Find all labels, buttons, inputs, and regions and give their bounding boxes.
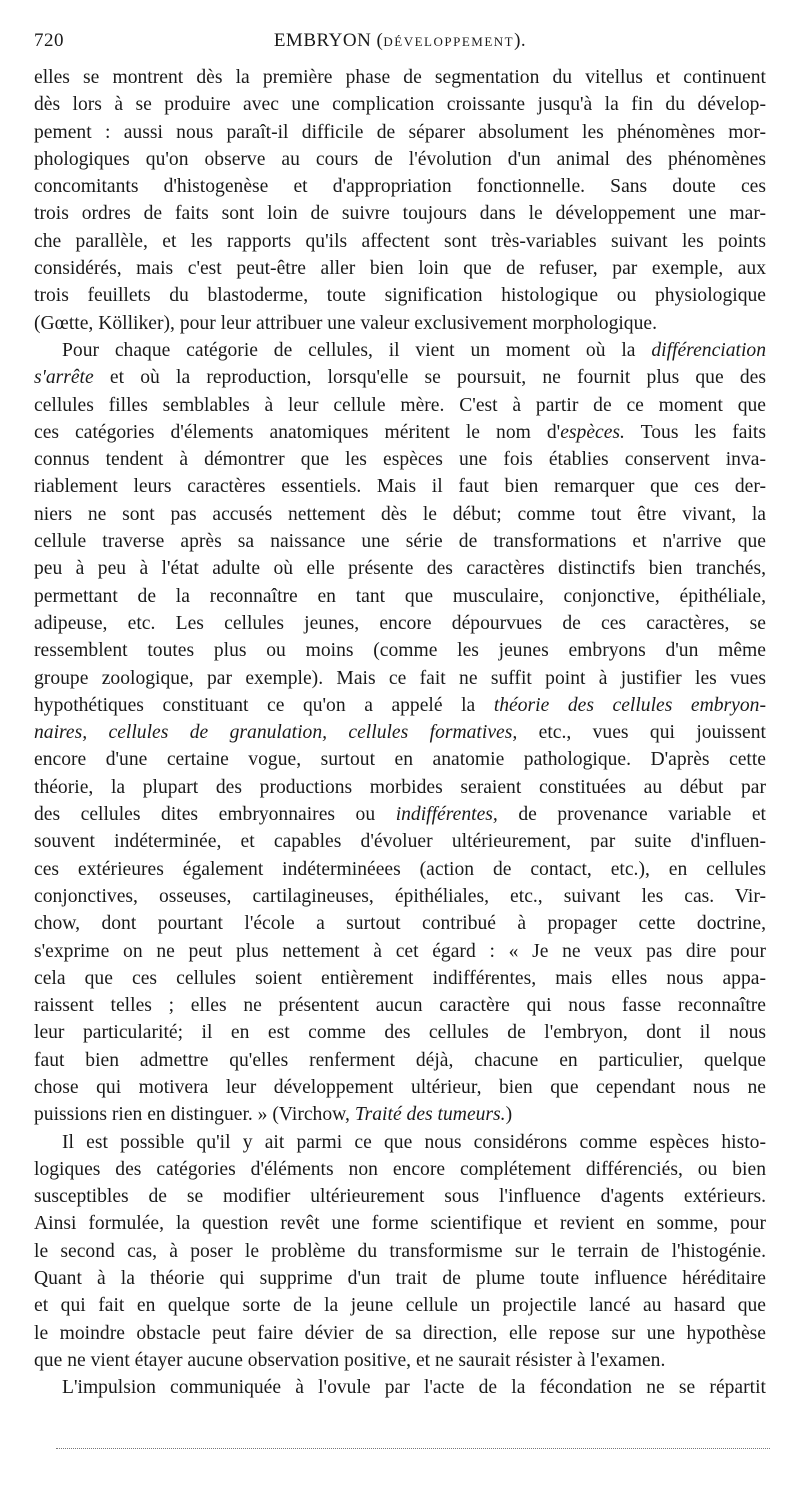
italic-text: Traité des tumeurs. (354, 1104, 506, 1126)
text-line (34, 282, 766, 309)
text-line (34, 965, 766, 992)
text-segment: connus tendent à démontrer que les espèces une fois établies conservent inva- (34, 449, 766, 471)
text-line (34, 364, 766, 391)
text-segment: ressemblent toutes plus ou moins (comme les jeunes embryons d'un même (34, 640, 766, 662)
text-segment: souvent indéterminée, et capables d'évoluer ultérieurement, par suite d'influen- (34, 831, 766, 853)
text-segment: chow, dont pourtant l'école a surtout contribué à propager cette doctrine, (34, 913, 766, 935)
text-line (34, 665, 766, 692)
paragraph (34, 64, 766, 337)
text-line (34, 473, 766, 500)
text-segment: (Gœtte, Kölliker), pour leur attribuer une valeur exclusivement morphologique. (34, 312, 658, 334)
text-segment: cellules filles semblables à leur cellule mère. C'est à partir de ce moment que (34, 394, 766, 416)
running-title-sub: DÉVELOPPEMENT (383, 34, 515, 49)
text-segment: de provenance variable et (497, 804, 766, 826)
text-line (34, 883, 766, 910)
text-segment: le second cas, à poser le problème du transformisme sur le terrain de l'histogénie. (34, 1240, 766, 1262)
text-segment: dès lors à se produire avec une complication croissante jusqu'à la fin du dévelop- (34, 94, 766, 116)
italic-text: naires, cellules de granulation, cellules formatives, (34, 722, 518, 744)
text-line (34, 692, 766, 719)
text-segment: susceptibles de se modifier ultérieurement sous l'influence d'agents extérieurs. (34, 1186, 766, 1208)
text-line (34, 392, 766, 419)
text-segment: che parallèle, et les rapports qu'ils affectent sont très-variables suivant les points (34, 230, 766, 252)
text-line (34, 173, 766, 200)
text-line (34, 501, 766, 528)
text-segment: L'impulsion communiquée à l'ovule par l'acte de la fécondation ne se répartit (62, 1377, 766, 1399)
text-line (34, 1210, 766, 1237)
text-line (34, 419, 766, 446)
text-segment: permettant de la reconnaître en tant que musculaire, conjonctive, épithéliale, (34, 585, 766, 607)
text-line (34, 992, 766, 1019)
text-line (34, 774, 766, 801)
text-segment: Tous les faits (624, 421, 766, 443)
text-segment: et où la reproduction, lorsqu'elle se poursuit, ne fournit plus que des (93, 367, 766, 389)
text-line (34, 528, 766, 555)
page-header (34, 30, 766, 56)
text-segment: Quant à la théorie qui supprime d'un trait de plume toute influence héréditaire (34, 1268, 766, 1290)
text-segment: niers ne sont pas accusés nettement dès le début; comme tout être vivant, la (34, 503, 766, 525)
text-line (34, 91, 766, 118)
text-line (34, 1265, 766, 1292)
italic-text: s'arrête (34, 367, 94, 389)
text-segment: phologiques qu'on observe au cours de l'évolution d'un animal des phénomènes (34, 148, 766, 170)
running-title-close-paren: ). (514, 30, 527, 51)
text-line (34, 1238, 766, 1265)
text-line (34, 1292, 766, 1319)
footer-dotted-rule (56, 1448, 770, 1449)
text-segment: Il est possible qu'il y ait parmi ce que nous considérons comme espèces histo- (62, 1131, 766, 1153)
text-line (34, 255, 766, 282)
text-line (34, 119, 766, 146)
text-segment: chose qui motivera leur développement ultérieur, bien que cependant nous ne (34, 1076, 766, 1098)
text-line (34, 1101, 766, 1128)
text-segment: groupe zoologique, par exemple). Mais ce fait ne suffit point à justifier les vues (34, 667, 766, 689)
text-segment: que ne vient étayer aucune observation positive, et ne saurait résister à l'examen. (34, 1349, 666, 1371)
text-segment: adipeuse, etc. Les cellules jeunes, encore dépourvues de ces caractères, se (34, 612, 766, 634)
text-segment: ces catégories d'élements anatomiques méritent le nom d' (34, 421, 561, 443)
text-line (34, 801, 766, 828)
text-segment: cellule traverse après sa naissance une série de transformations et n'arrive que (34, 531, 766, 553)
text-segment: elles se montrent dès la première phase de segmentation du vitellus et continuent (34, 67, 766, 88)
text-segment: etc., vues qui jouissent (517, 722, 766, 744)
text-line (34, 310, 766, 337)
text-segment: pement : aussi nous paraît-il difficile de séparer absolument les phénomènes mor- (34, 121, 766, 143)
text-line (34, 856, 766, 883)
text-segment: hypothétiques constituant ce qu'on a appelé la (34, 694, 494, 716)
italic-text: théorie des cellules embryon- (493, 694, 766, 716)
text-segment: conjonctives, osseuses, cartilagineuses, épithéliales, etc., suivant les cas. Vir- (34, 885, 766, 907)
text-segment: trois ordres de faits sont loin de suivre toujours dans le développement une mar- (34, 203, 766, 225)
text-segment: raissent telles ; elles ne présentent aucun caractère qui nous fasse reconnaître (34, 995, 766, 1017)
text-segment: logiques des catégories d'éléments non encore complétement différenciés, ou bien (34, 1158, 766, 1180)
text-line (34, 200, 766, 227)
text-segment: encore d'une certaine vogue, surtout en anatomie pathologique. D'après cette (34, 749, 766, 771)
text-line (34, 64, 766, 91)
text-line (34, 719, 766, 746)
text-line (34, 828, 766, 855)
text-segment: le moindre obstacle peut faire dévier de sa direction, elle repose sur une hypothèse (34, 1322, 766, 1344)
page-number: 720 (34, 30, 64, 51)
text-segment: puissions rien en distinguer. » (Virchow, (34, 1104, 355, 1126)
text-segment: Pour chaque catégorie de cellules, il vient un moment où la (62, 339, 652, 361)
text-line (34, 555, 766, 582)
italic-text: différenciation (651, 339, 766, 361)
text-segment: considérés, mais c'est peut-être aller bien loin que de refuser, par exemple, aux (34, 258, 766, 280)
text-line (34, 337, 766, 364)
text-segment: théorie, la plupart des productions morbides seraient constituées au début par (34, 776, 766, 798)
text-line (34, 446, 766, 473)
text-segment: des cellules dites embryonnaires ou (34, 804, 396, 826)
text-line (34, 1156, 766, 1183)
text-line (34, 1129, 766, 1156)
body-text (34, 64, 766, 1402)
paragraph (34, 1374, 766, 1401)
text-segment: concomitants d'histogenèse et d'appropriation fonctionnelle. Sans doute ces (34, 176, 766, 198)
text-line (34, 746, 766, 773)
text-line (34, 610, 766, 637)
text-line (34, 583, 766, 610)
text-line (34, 637, 766, 664)
text-line (34, 1047, 766, 1074)
running-title-open-paren: ( (376, 30, 384, 51)
running-title (34, 30, 766, 52)
text-segment: riablement leurs caractères essentiels. Mais il faut bien remarquer que ces der- (34, 476, 766, 498)
text-segment: cela que ces cellules soient entièrement indifférentes, mais elles nous appa- (34, 967, 766, 989)
text-segment: Ainsi formulée, la question revêt une forme scientifique et revient en somme, pour (34, 1213, 766, 1235)
text-segment: leur particularité; il en est comme des cellules de l'embryon, dont il nous (34, 1022, 766, 1044)
text-segment: ces extérieures également indéterminéees (action de contact, etc.), en cellules (34, 858, 766, 880)
text-line (34, 146, 766, 173)
text-line (34, 1074, 766, 1101)
paragraph (34, 1129, 766, 1375)
text-segment: ) (505, 1104, 513, 1126)
text-line (34, 228, 766, 255)
text-segment: peu à peu à l'état adulte où elle présente des caractères distinctifs bien tranchés, (34, 558, 766, 580)
text-line (34, 1019, 766, 1046)
text-segment: s'exprime on ne peut plus nettement à cet égard : « Je ne veux pas dire pour (34, 940, 766, 962)
text-line (34, 1320, 766, 1347)
text-line (34, 1347, 766, 1374)
text-line (34, 910, 766, 937)
text-line (34, 1183, 766, 1210)
text-line (34, 1374, 766, 1401)
italic-text: espèces. (560, 421, 625, 443)
italic-text: indifférentes, (395, 804, 498, 826)
text-segment: et qui fait en quelque sorte de la jeune cellule un projectile lancé au hasard que (34, 1295, 766, 1317)
text-segment: trois feuillets du blastoderme, toute signification histologique ou physiologique (34, 285, 766, 307)
running-title-main: EMBRYON (273, 30, 372, 51)
text-segment: faut bien admettre qu'elles renferment déjà, chacune en particulier, quelque (34, 1049, 766, 1071)
text-line (34, 938, 766, 965)
paragraph (34, 337, 766, 1129)
